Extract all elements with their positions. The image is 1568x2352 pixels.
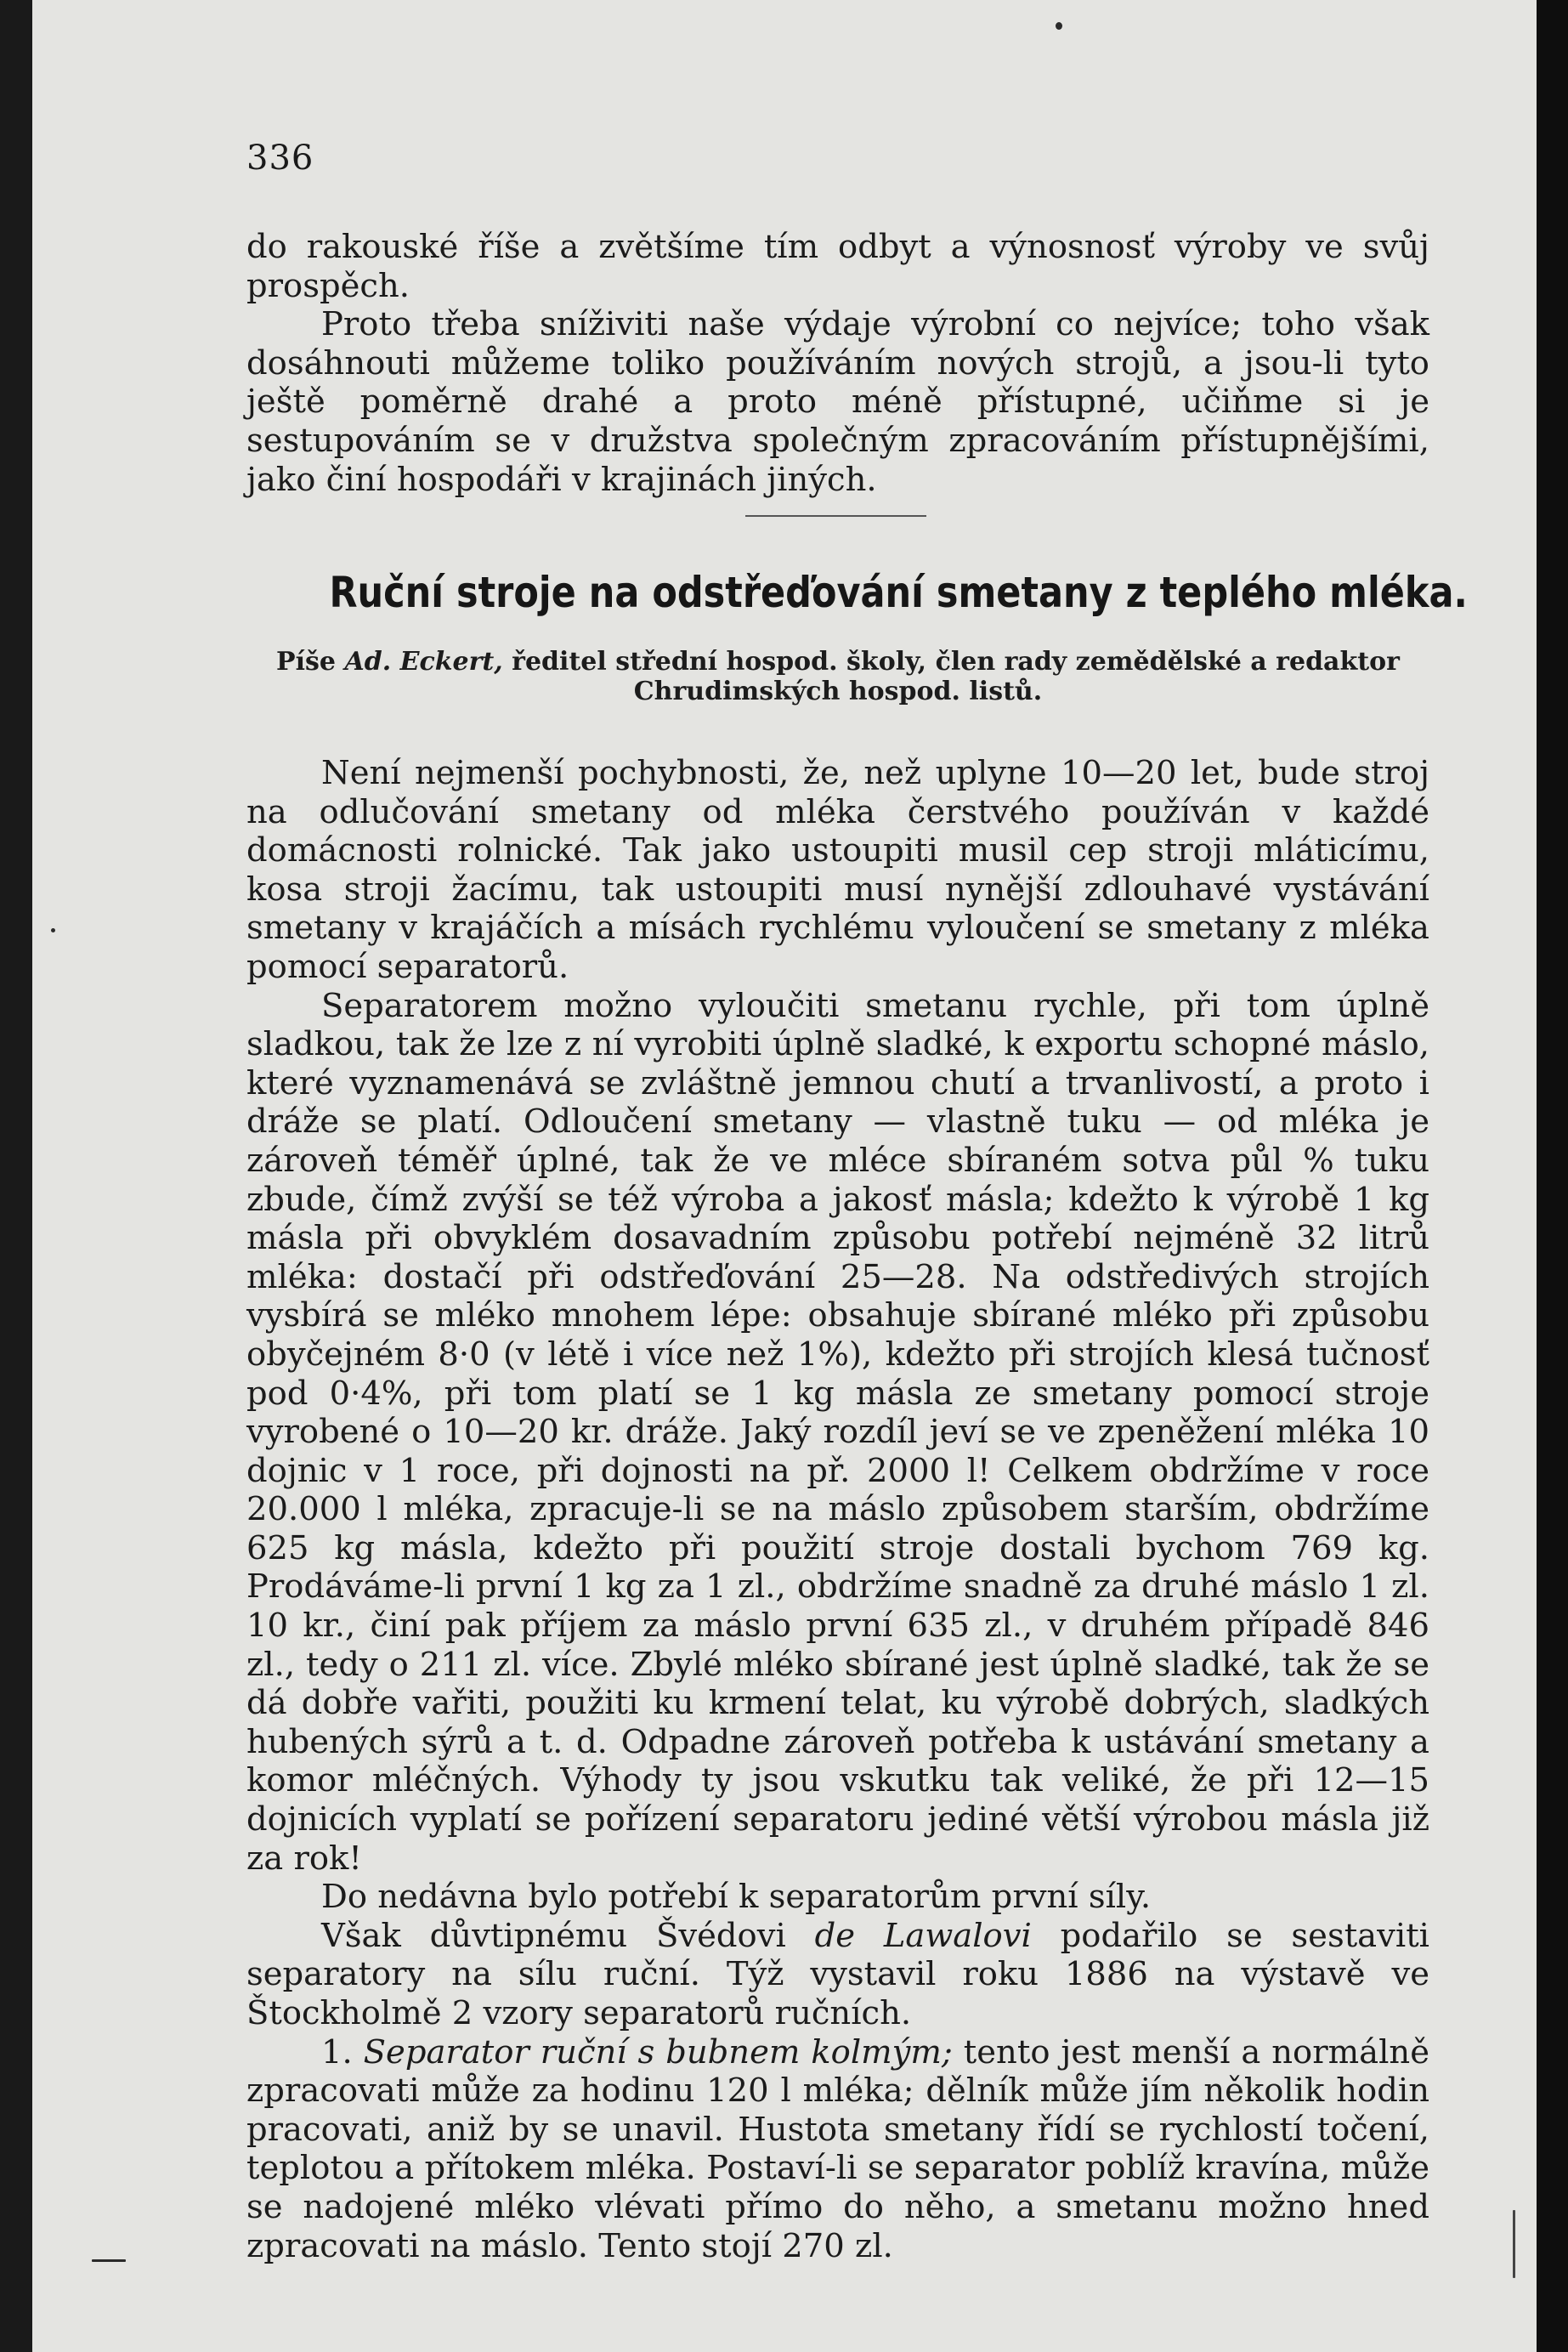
scan-speck — [92, 2259, 126, 2262]
scan-speck — [1513, 2210, 1515, 2278]
p4-start: Však důvtipnému Švédovi — [321, 1916, 786, 1955]
page-number: 336 — [246, 139, 314, 178]
body-paragraph-5 — [246, 2033, 1429, 2266]
p5-text: tento jest menší a normálně zpracovati může za hodinu 120 l mléka; dělník může jím několik hodin pracovati, aniž by se unavil. Hustota smetany řídí se rychlostí točení, teplotou a přítokem mléka. Postaví-li se separator poblíž kravína, může se nadojené mléko vlévati přímo do něho, a smetanu možno hned zpracovati na máslo. Tento stojí 270 zl. — [246, 2032, 1429, 2265]
p4-inventor-name: de Lawalovi — [814, 1916, 1032, 1955]
p5-heading: Separator ruční s bubnem kolmým; — [363, 2032, 953, 2071]
p5-number: 1. — [321, 2032, 353, 2071]
byline-author: Ad. Eckert, — [344, 647, 503, 677]
p4-end: podařilo se sestaviti separatory na sílu ruční. Týž vystavil roku 1886 na výstavě ve Štockholmě 2 vzory separatorů ručních. — [246, 1916, 1429, 2032]
section-divider — [745, 515, 926, 517]
body-paragraph-1: Není nejmenší pochybnosti, že, než uplyne 10—20 let, bude stroj na odlučování smetany od mléka čerstvého používán v každé domácnosti rolnické. Tak jako ustoupiti musil cep stroji mláticímu, kosa stroji žacímu, tak ustoupiti musí nynější zdlouhavé vystávání smetany v krajáčích a mísách rychlému vyloučení se smetany z mléka pomocí separatorů. — [246, 754, 1429, 986]
scan-speck — [51, 928, 55, 932]
scan-edge-left — [0, 0, 32, 2352]
byline-description: ředitel střední hospod. školy, člen rady zemědělské a redaktor Chrudimských hospod. listů. — [512, 647, 1400, 706]
intro-paragraph-1: do rakouské říše a zvětšíme tím odbyt a výnosnosť výroby ve svůj prospěch. — [246, 228, 1429, 305]
scan-speck — [1056, 22, 1062, 30]
body-paragraph-3: Do nedávna bylo potřebí k separatorům první síly. — [321, 1878, 1152, 1917]
body-paragraph-4 — [246, 1917, 1429, 2033]
body-paragraph-2: Separatorem možno vyloučiti smetanu rychle, při tom úplně sladkou, tak že lze z ní vyrobiti úplně sladké, k exportu schopné máslo, které vyznamenává se zvláštně jemnou chutí a trvanlivostí, a proto i dráže se platí. Odloučení smetany — vlastně tuku — od mléka je zároveň téměř úplné, tak že ve mléce sbíraném sotva půl % tuku zbude, čímž zvýší se též výroba a jakosť másla; kdežto k výrobě 1 kg másla při obvyklém dosavadním způsobu potřebí nejméně 32 litrů mléka: dostačí při odstřeďování 25—28. Na odstředivých strojích vysbírá se mléko mnohem lépe: obsahuje sbírané mléko při způsobu obyčejném 8·0 (v létě i více než 1%), kdežto při strojích klesá tučnosť pod 0·4%, při tom platí se 1 kg másla ze smetany pomocí stroje vyrobené o 10—20 kr. dráže. Jaký rozdíl jeví se ve zpeněžení mléka 10 dojnic v 1 roce, při dojnosti na př. 2000 l! Celkem obdržíme v roce 20.000 l mléka, zpracuje-li se na máslo způsobem starším, obdržíme 625 kg másla, kdežto při použití stroje dostali bychom 769 kg. Prodáváme-li první 1 kg za 1 zl., obdržíme snadně za druhé máslo 1 zl. 10 kr., činí pak příjem za máslo první 635 zl., v druhém případě 846 zl., tedy o 211 zl. více. Zbylé mléko sbírané jest úplně sladké, tak že se dá dobře vařiti, použiti ku krmení telat, ku výrobě dobrých, sladkých hubených sýrů a t. d. Odpadne zároveň potřeba k ustávání smetany a komor mléčných. Výhody ty jsou vskutku tak veliké, že při 12—15 dojnicích vyplatí se pořízení separatoru jediné větší výrobou másla již za rok! — [246, 986, 1429, 1878]
article-body — [246, 754, 1429, 2265]
article-title: Ruční stroje na odstřeďování smetany z teplého mléka. — [329, 568, 1468, 617]
scan-edge-right — [1537, 0, 1568, 2352]
intro-paragraph-2: Proto třeba sníživiti naše výdaje výrobní co nejvíce; toho však dosáhnouti můžeme toliko používáním nových strojů, a jsou-li tyto ještě poměrně drahé a proto méně přístupné, učiňme si je sestupováním se v družstva společným zpracováním přístupnějšími, jako činí hospodáři v krajinách jiných. — [246, 305, 1429, 499]
byline-prefix: Píše — [276, 647, 336, 677]
intro-text — [246, 228, 1429, 499]
article-byline — [246, 647, 1429, 706]
